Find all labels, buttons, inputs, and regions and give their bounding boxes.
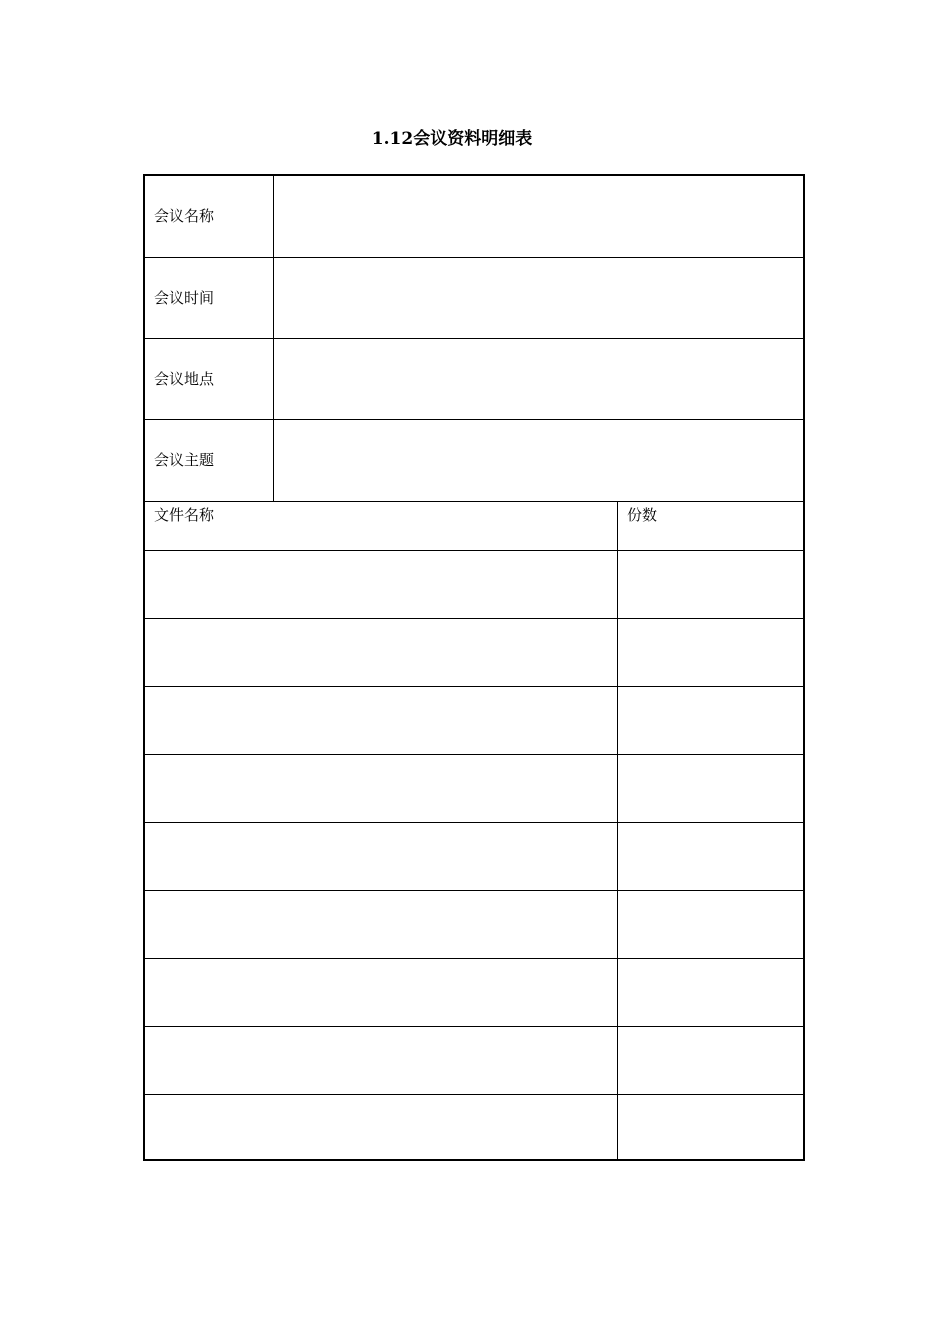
copies-field[interactable] [618, 891, 803, 958]
document-row [145, 755, 803, 822]
document-name-header-cell [145, 502, 618, 550]
document-name-field[interactable] [145, 619, 618, 686]
copies-field[interactable] [618, 755, 803, 822]
document-row [145, 687, 803, 754]
copies-field[interactable] [618, 687, 803, 754]
copies-field[interactable] [618, 823, 803, 890]
document-row [145, 823, 803, 890]
meeting-location-field[interactable] [274, 339, 803, 419]
meeting-materials-form [143, 174, 805, 1161]
document-name-field[interactable] [145, 959, 618, 1026]
document-row [145, 551, 803, 618]
copies-header-cell [618, 502, 803, 550]
copies-field[interactable] [618, 959, 803, 1026]
meeting-name-field[interactable] [274, 176, 803, 257]
meeting-time-field[interactable] [274, 258, 803, 338]
document-table-header [145, 502, 803, 550]
meeting-time-label: 会议时间 [145, 258, 274, 338]
copies-field[interactable] [618, 619, 803, 686]
copies-field[interactable] [618, 551, 803, 618]
meeting-topic-label: 会议主题 [145, 420, 274, 501]
copies-field[interactable] [618, 1027, 803, 1094]
document-name-field[interactable] [145, 551, 618, 618]
info-row-meeting-location [145, 339, 803, 419]
document-row [145, 1027, 803, 1094]
meeting-topic-field[interactable] [274, 420, 803, 501]
document-name-field[interactable] [145, 823, 618, 890]
document-row [145, 959, 803, 1026]
document-name-field[interactable] [145, 1027, 618, 1094]
document-name-field[interactable] [145, 687, 618, 754]
document-name-field[interactable] [145, 1095, 618, 1159]
info-row-meeting-topic [145, 420, 803, 501]
document-name-header: 文件名称 [154, 506, 215, 524]
info-row-meeting-name [145, 176, 803, 257]
document-name-field[interactable] [145, 891, 618, 958]
copies-field[interactable] [618, 1095, 803, 1159]
meeting-location-label: 会议地点 [145, 339, 274, 419]
page-title: 1.12会议资料明细表 [371, 129, 533, 149]
document-name-field[interactable] [145, 755, 618, 822]
meeting-name-label: 会议名称 [145, 176, 274, 257]
document-row [145, 1095, 803, 1159]
document-row [145, 891, 803, 958]
document-row [145, 619, 803, 686]
info-row-meeting-time [145, 258, 803, 338]
copies-header: 份数 [627, 506, 658, 524]
